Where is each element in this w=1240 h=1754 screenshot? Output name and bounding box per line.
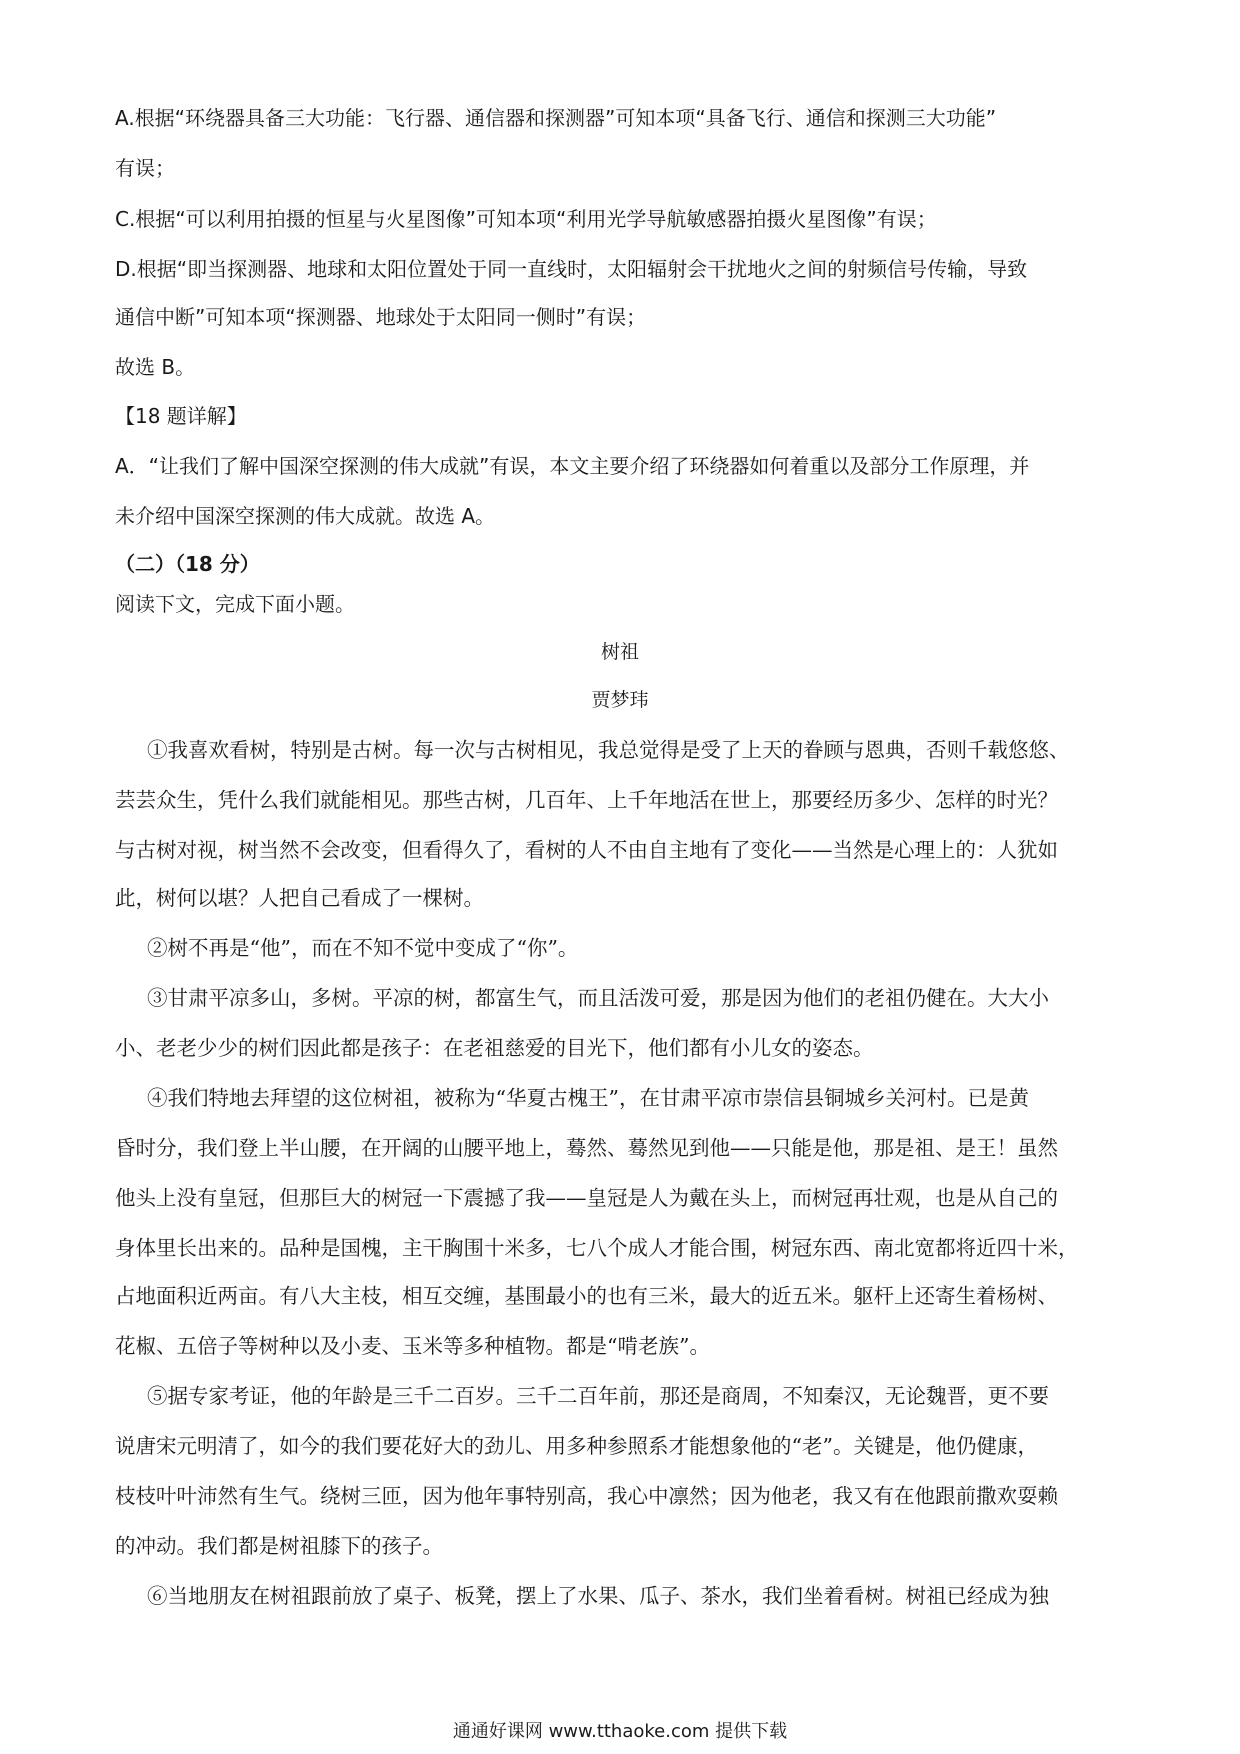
article-line: ③甘肃平凉多山，多树。平凉的树，都富生气，而且活泼可爱，那是因为他们的老祖仍健在。大大小 xyxy=(147,986,1049,1010)
article-line: 身体里长出来的。品种是国槐，主干胸围十米多，七八个成人才能合围，树冠东西、南北宽都将近四十米， xyxy=(115,1236,1079,1260)
q18-heading: 【18 题详解】 xyxy=(115,404,247,428)
article-line: 说唐宋元明清了，如今的我们要花好大的劲儿、用多种参照系才能想象他的“老”。关键是，他仍健康， xyxy=(115,1434,1038,1458)
article-line: 的冲动。我们都是树祖膝下的孩子。 xyxy=(115,1534,443,1558)
answer-c-line: C.根据“可以利用拍摄的恒星与火星图像”可知本项“利用光学导航敏感器拍摄火星图像”有误； xyxy=(115,207,937,231)
article-line: 芸芸众生，凭什么我们就能相见。那些古树，几百年、上千年地活在世上，那要经历多少、怎样的时光？ xyxy=(115,788,1058,812)
answer-d-line-2: 通信中断”可知本项“探测器、地球处于太阳同一侧时”有误； xyxy=(115,305,647,329)
answer-a-line-2: 有误； xyxy=(115,156,175,180)
answer-d-line-1: D.根据“即当探测器、地球和太阳位置处于同一直线时，太阳辐射会干扰地火之间的射频信号传输，导致 xyxy=(115,257,1028,281)
article-title: 树祖 xyxy=(600,641,639,663)
article-line: ①我喜欢看树，特别是古树。每一次与古树相见，我总觉得是受了上天的眷顾与恩典，否则千载悠悠、 xyxy=(147,738,1070,762)
article-author: 贾梦玮 xyxy=(591,689,649,711)
article-line: 占地面积近两亩。有八大主枝，相互交缠，基围最小的也有三米，最大的近五米。躯杆上还寄生着杨树、 xyxy=(115,1284,1058,1308)
article-line: 花椒、五倍子等树种以及小麦、玉米等多种植物。都是“啃老族”。 xyxy=(115,1334,710,1358)
q18-line-2: 未介绍中国深空探测的伟大成就。故选 A。 xyxy=(115,504,496,528)
article-line: 小、老老少少的树们因此都是孩子：在老祖慈爱的目光下，他们都有小儿女的姿态。 xyxy=(115,1036,874,1060)
article-line: 与古树对视，树当然不会改变，但看得久了，看树的人不由自主地有了变化——当然是心理上的：人犹如 xyxy=(115,838,1058,862)
section-heading: （二）（18 分） xyxy=(115,552,260,576)
article-line: 他头上没有皇冠，但那巨大的树冠一下震撼了我——皇冠是人为戴在头上，而树冠再壮观，也是从自己的 xyxy=(115,1186,1058,1210)
article-line: ②树不再是“他”，而在不知不觉中变成了“你”。 xyxy=(147,936,579,960)
article-line: ⑥当地朋友在树祖跟前放了桌子、板凳，摆上了水果、瓜子、茶水，我们坐着看树。树祖已经成为独 xyxy=(147,1584,1049,1608)
article-line: 昏时分，我们登上半山腰，在开阔的山腰平地上，蓦然、蓦然见到他——只能是他，那是祖、是王！虽然 xyxy=(115,1136,1058,1160)
section-instruction: 阅读下文，完成下面小题。 xyxy=(115,592,355,616)
page-footer: 通通好课网 www.tthaoke.com 提供下载 xyxy=(452,1721,788,1742)
answer-choice: 故选 B。 xyxy=(115,355,196,379)
article-line: ④我们特地去拜望的这位树祖，被称为“华夏古槐王”，在甘肃平凉市崇信县铜城乡关河村。已是黄 xyxy=(147,1086,1029,1110)
article-line: ⑤据专家考证，他的年龄是三千二百岁。三千二百年前，那还是商周，不知秦汉，无论魏晋，更不要 xyxy=(147,1384,1049,1408)
article-line: 此，树何以堪？人把自己看成了一棵树。 xyxy=(115,886,484,910)
article-line: 枝枝叶叶沛然有生气。绕树三匝，因为他年事特别高，我心中凛然；因为他老，我又有在他跟前撒欢耍赖 xyxy=(115,1484,1058,1508)
q18-line-1: A．“让我们了解中国深空探测的伟大成就”有误，本文主要介绍了环绕器如何着重以及部分工作原理，并 xyxy=(115,454,1030,478)
answer-a-line-1: A.根据“环绕器具备三大功能：飞行器、通信器和探测器”可知本项“具备飞行、通信和探测三大功能” xyxy=(115,106,997,130)
